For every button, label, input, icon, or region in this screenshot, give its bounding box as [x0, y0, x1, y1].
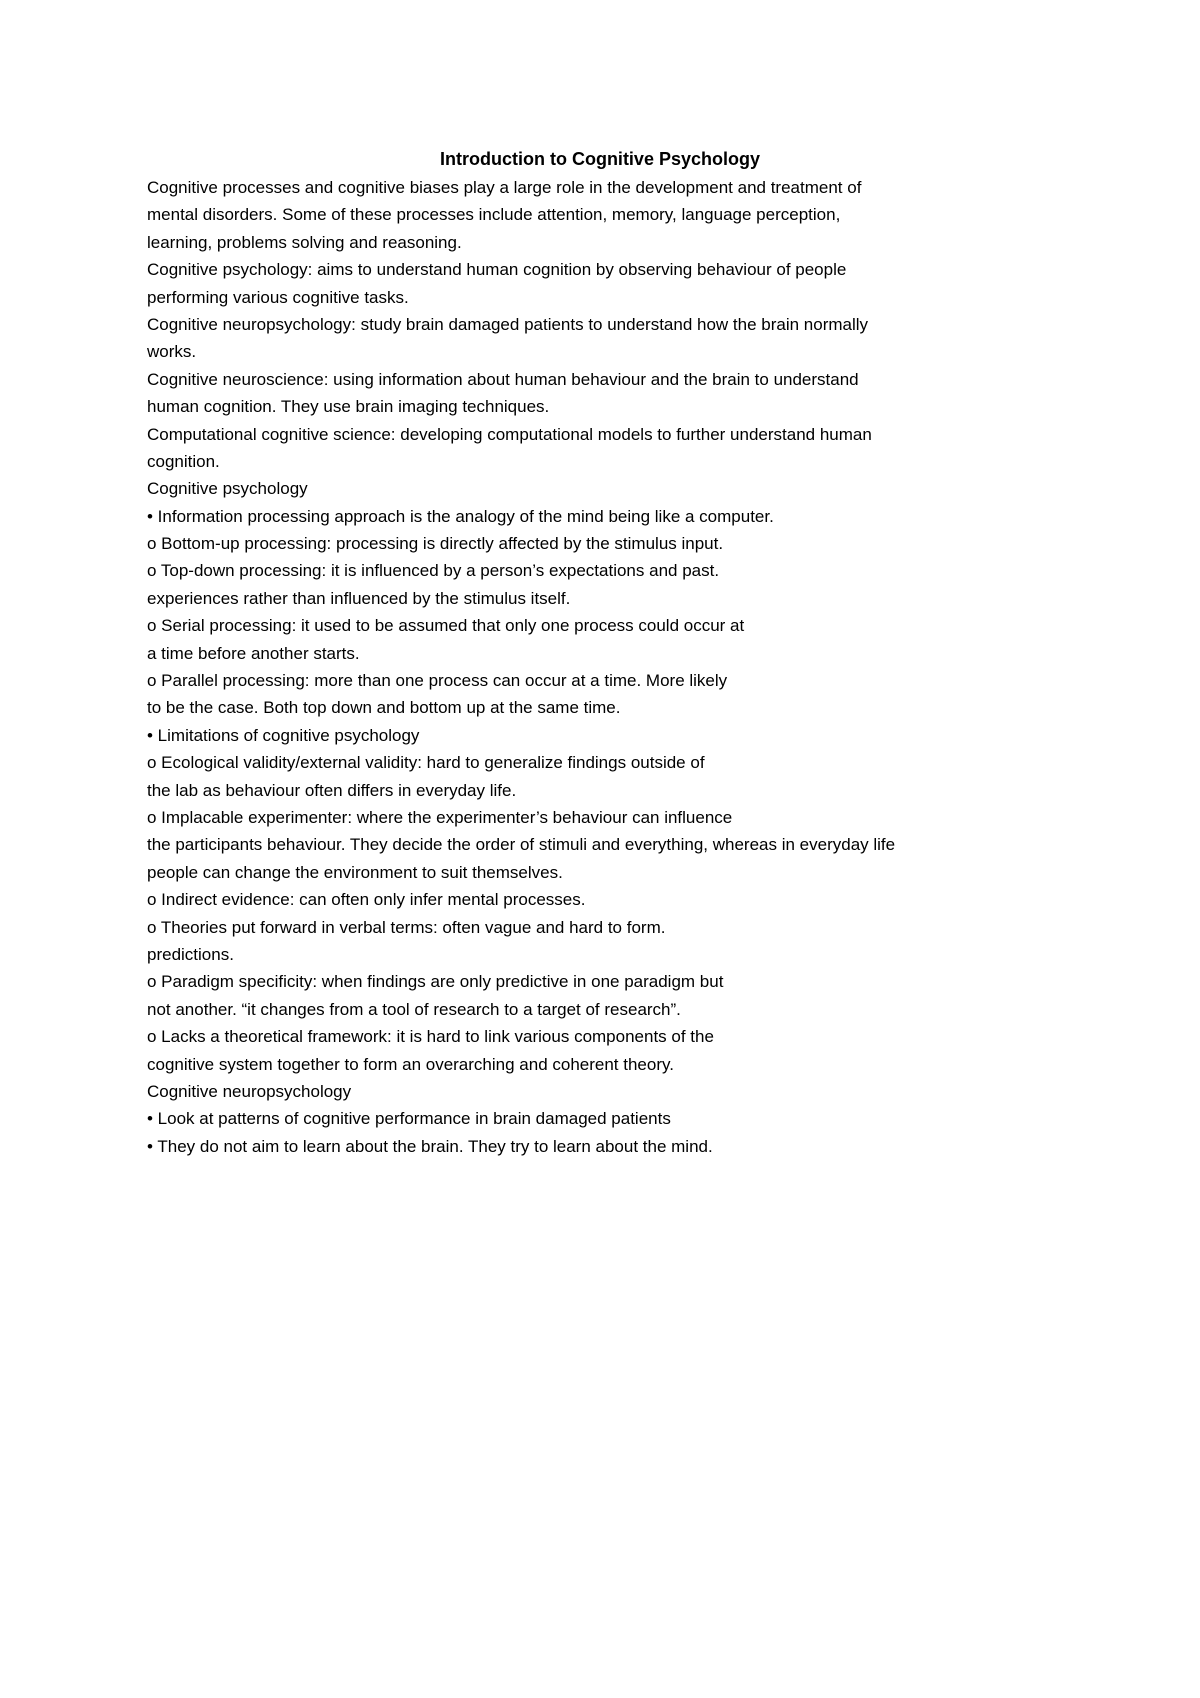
body-line: • Information processing approach is the analogy of the mind being like a computer.	[147, 506, 774, 526]
body-line: predictions.	[147, 944, 234, 964]
body-line: experiences rather than influenced by the stimulus itself.	[147, 588, 571, 608]
body-line: o Bottom-up processing: processing is directly affected by the stimulus input.	[147, 534, 724, 554]
body-line: mental disorders. Some of these processes include attention, memory, language perception,	[147, 205, 841, 225]
body-line: • Look at patterns of cognitive performance in brain damaged patients	[147, 1109, 671, 1129]
body-line: the lab as behaviour often differs in everyday life.	[147, 780, 517, 800]
body-line: Computational cognitive science: developing computational models to further understand human	[147, 424, 872, 444]
body-line: • Limitations of cognitive psychology	[147, 725, 420, 745]
body-line: the participants behaviour. They decide the order of stimuli and everything, whereas in everyday life	[147, 835, 896, 855]
body-line: human cognition. They use brain imaging techniques.	[147, 397, 550, 417]
body-line: to be the case. Both top down and bottom up at the same time.	[147, 698, 621, 718]
body-line: learning, problems solving and reasoning.	[147, 232, 462, 252]
body-line: • They do not aim to learn about the brain. They try to learn about the mind.	[147, 1136, 713, 1156]
body-line: cognitive system together to form an overarching and coherent theory.	[147, 1054, 674, 1074]
body-line: o Serial processing: it used to be assumed that only one process could occur at	[147, 616, 745, 636]
document-body	[147, 174, 1147, 1160]
body-line: o Parallel processing: more than one process can occur at a time. More likely	[147, 671, 728, 691]
body-line: o Indirect evidence: can often only infer mental processes.	[147, 890, 586, 910]
body-line: o Lacks a theoretical framework: it is hard to link various components of the	[147, 1027, 714, 1047]
body-line: o Implacable experimenter: where the experimenter’s behaviour can influence	[147, 807, 733, 827]
body-line: Cognitive psychology: aims to understand human cognition by observing behaviour of people	[147, 260, 847, 280]
body-line: o Theories put forward in verbal terms: often vague and hard to form.	[147, 917, 666, 937]
body-line: o Top-down processing: it is influenced by a person’s expectations and past.	[147, 561, 720, 581]
body-line: performing various cognitive tasks.	[147, 287, 409, 307]
body-line: works.	[147, 342, 197, 362]
body-line: Cognitive neuropsychology: study brain damaged patients to understand how the brain normally	[147, 314, 869, 334]
body-line: people can change the environment to suit themselves.	[147, 862, 563, 882]
body-line: not another. “it changes from a tool of research to a target of research”.	[147, 999, 681, 1019]
document-title: Introduction to Cognitive Psychology	[439, 149, 760, 169]
body-line: Cognitive neuroscience: using information about human behaviour and the brain to understand	[147, 369, 859, 389]
body-line: o Ecological validity/external validity: hard to generalize findings outside of	[147, 753, 705, 773]
body-line: cognition.	[147, 451, 220, 471]
body-line: a time before another starts.	[147, 643, 360, 663]
body-line: Cognitive processes and cognitive biases play a large role in the development and treatment of	[147, 178, 862, 197]
body-line: Cognitive psychology	[147, 479, 308, 499]
body-line: Cognitive neuropsychology	[147, 1081, 352, 1101]
body-line: o Paradigm specificity: when findings are only predictive in one paradigm but	[147, 972, 724, 992]
